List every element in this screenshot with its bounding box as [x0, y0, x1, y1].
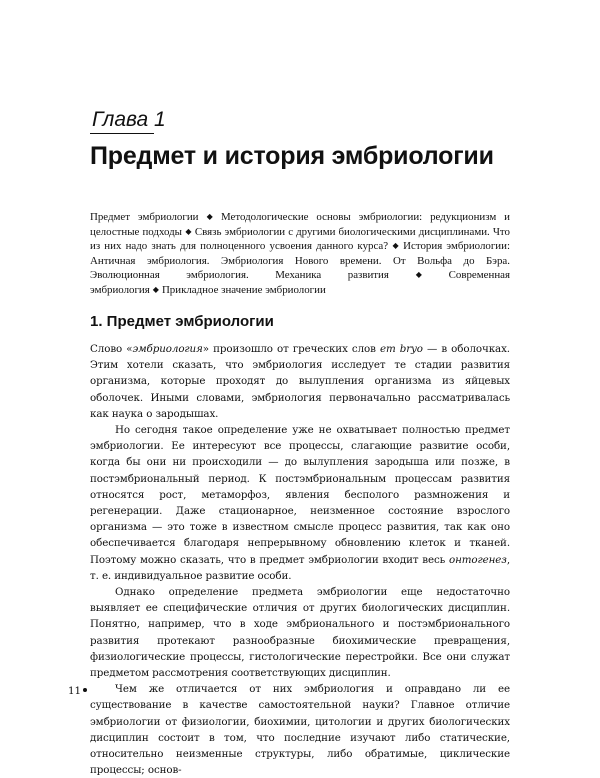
- paragraph-3: Однако определение предмета эмбриологии еще недостаточно выявляет ее специфические отличия от других биологических дисциплин. Понятно, например, что в ходе эмбрионального и постэмбрионального развития протекают разнообразные биохимические превращения, физиологические процессы, гистологические перестройки. Все они служат предметом рассмотрения соответствующих дисциплин.: [90, 586, 510, 680]
- text-run: — в оболочках. Этим хотели сказать, что эмбриология исследует те стадии развития организма, которые проходят до вылупления организма из яйцевых оболочек. Иными словами, эмбриология первоначально рассматривалась как наука о зародышах.: [90, 343, 510, 420]
- text-run: состоит в том, что последние изучают либо статические, относительно неизменные структуры, либо обратимые, циклические процессы; основ-: [90, 731, 510, 777]
- greek-phrase: em bryo: [379, 343, 423, 355]
- chapter-label: Глава 1: [92, 108, 166, 131]
- section-heading: 1. Предмет эмбриологии: [90, 313, 274, 330]
- term-italic: эмбриология: [132, 343, 203, 355]
- summary-item: Методологические основы эмбриологии: редукционизм и целостные подходы: [90, 211, 510, 238]
- text-run: Слово «: [90, 343, 133, 355]
- text-run: Чем же отличается от них эмбриология и оправдано ли ее существование в качестве самостоятельной науки? Главное отличие эмбриологии от физиологии, биохимии, цитологии и других биологических дисциплин: [90, 683, 510, 744]
- summary-item: История эмбриологии: Античная эмбриология. Эмбриология Нового времени. От Вольфа до Бэра. Эволюционная эмбриология. Механика развития: [90, 240, 510, 282]
- diamond-bullet-icon: ◆: [391, 241, 401, 251]
- summary-item: Современная эмбриология: [90, 269, 510, 296]
- text-run: Но сегодня такое определение уже не охватывает полностью предмет эмбриологии. Ее интересуют все процессы, слагающие развитие особи, когда бы они ни происходили — до вылупления зародыша или позже, в постэмбриональный период. К постэмбриональным процессам развития относятся рост, метаморфоз, явления бесполого размножения и регенерации. Даже стационарное, неизменное состояние взрослого организма — это тоже в известном смысле процесс развития, так как оно обеспечивается благодаря непрерывному обновлению клеток и тканей. Поэтому можно сказать, что в предмет эмбриологии входит весь: [90, 424, 510, 566]
- text-run: , т. е. индивидуальное развитие особи.: [90, 553, 510, 582]
- diamond-bullet-icon: ◆: [185, 226, 192, 236]
- diamond-bullet-icon: ◆: [201, 212, 218, 221]
- diamond-bullet-icon: ◆: [391, 270, 446, 280]
- summary-item: Предмет эмбриологии: [90, 211, 199, 223]
- paragraph-1: [90, 341, 510, 422]
- diamond-bullet-icon: ◆: [152, 284, 159, 294]
- term-italic: онтогенез: [448, 553, 507, 566]
- paragraph-4: [90, 681, 510, 778]
- page-number: [68, 683, 89, 699]
- page-number-text: 11: [68, 685, 82, 697]
- text-run: » произошло от греческих слов: [202, 343, 380, 355]
- summary-item: Прикладное значение эмбриологии: [161, 283, 326, 296]
- paragraph-2: [90, 422, 510, 584]
- chapter-summary: [90, 210, 510, 298]
- body-text: [90, 341, 510, 778]
- chapter-title: Предмет и история эмбриологии: [90, 142, 494, 170]
- chapter-underline: [90, 133, 154, 134]
- summary-item: Связь эмбриологии с другими биологическими дисциплинами. Что из них надо знать для полноценного усвоения данного курса?: [90, 225, 510, 253]
- folio-dot-icon: [83, 688, 87, 692]
